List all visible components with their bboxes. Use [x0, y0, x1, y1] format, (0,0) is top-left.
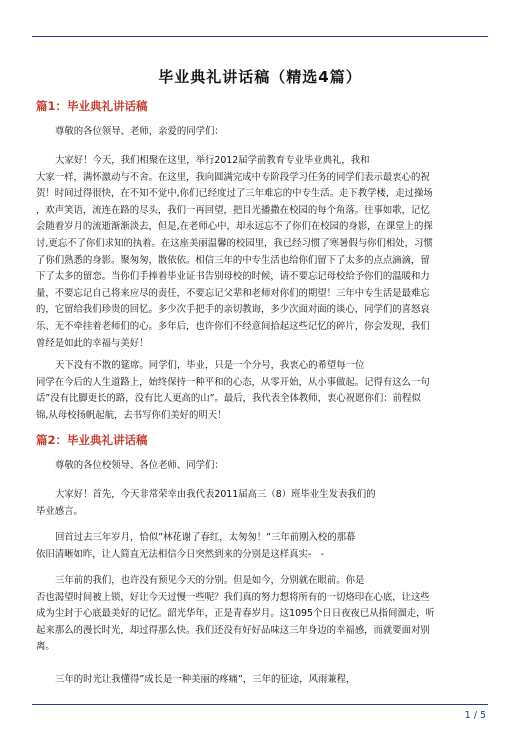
header-rule	[32, 36, 488, 37]
text-line: 乐、无不牵挂着老师们的心。多年后，也许你们不经意间拾起这些记忆的碎片，你会发现，我们	[36, 320, 430, 332]
text-line: 会随着岁月的流逝渐渐淡去，但是,在老师心中，却永远忘不了你们在校园的身影，在课堂上的探	[36, 221, 433, 233]
text-line: 三年前的我们，也许没有预见今天的分别。但是如今，分别就在眼前。你是	[55, 575, 365, 586]
text-line: 曾经是如此的幸福与美好！	[36, 337, 149, 349]
text-line: 尊敬的各位校领导、各位老师、同学们：	[55, 460, 224, 471]
text-line: 讨,更忘不了你们求知的执着。在这座美丽温馨的校园里，我已经习惯了寒暑假与你们相处，习惯	[36, 237, 433, 249]
paragraph	[36, 672, 484, 689]
paragraph	[36, 487, 484, 520]
paragraph	[36, 530, 484, 563]
text-line: 否也渴望时间被上锁，好让今天过慢一些呢？我们真的努力想将所有的一切烙印在心底，让这些	[36, 591, 430, 603]
page-indicator: 1 / 5	[464, 710, 486, 721]
text-line: 大家好！首先，今天非常荣幸由我代表2011届高三（8）班毕业生发表我们的	[55, 489, 376, 500]
footer-rule	[32, 704, 488, 705]
text-line: 同学在今后的人生道路上，始终保持一种平和的心态，从零开始，从小事做起。记得有这么一句	[36, 376, 430, 388]
text-line: 尊敬的各位领导、老师，亲爱的同学们：	[55, 126, 224, 137]
text-line: ，欢声笑语，流连在路的尽头，我们一再回望，把目光播撒在校园的每个角落。往事如歌，记忆	[36, 204, 430, 216]
text-line: 了你们熟悉的身影。聚匆匆，散依依。相信三年的中专生活也给你们留下了太多的点点滴滴，留	[36, 254, 430, 266]
paragraph	[36, 573, 484, 656]
text-line: 大家一样，满怀激动与不舍。在这里，我向圆满完成中专阶段学习任务的同学们表示最衷心的祝	[36, 171, 430, 183]
section-heading-1: 篇1：毕业典礼讲话稿	[36, 99, 148, 113]
paragraph	[36, 358, 484, 424]
text-line: 大家好！今天，我们相聚在这里，举行2012届学前教育专业毕业典礼，我和	[55, 155, 370, 166]
text-line: 量，不要忘记自己将来应尽的责任，不要忘记父辈和老师对你们的期望！三年中专生活是最难忘	[36, 287, 430, 299]
text-line: 三年的时光让我懂得”成长是一种美丽的疼痛”，三年的征途，风雨兼程，	[55, 674, 356, 685]
section-heading-2: 篇2：毕业典礼讲话稿	[36, 433, 148, 447]
text-line: 毕业感言。	[36, 505, 83, 517]
paragraph	[36, 458, 484, 475]
text-line: 成为尘封于心底最美好的记忆。韶光华年，正是青春岁月。这1095个日日夜夜已从指间溜走，听	[36, 608, 435, 620]
text-line: 离。	[36, 641, 55, 653]
text-line: 依旧清晰如昨，让人简直无法相信今日突然到来的分别是这样真实- -	[36, 548, 325, 560]
text-line: 起来那么的漫长时光，却过得那么快。我们还没有好好品味这三年身边的幸福感，而就要面对别	[36, 624, 430, 636]
text-line: 天下没有不散的筵席。同学们，毕业，只是一个分号，我衷心的希望每一位	[55, 360, 365, 371]
text-line: 锦,从母校扬帆起航，去书写你们美好的明天！	[36, 409, 227, 421]
text-line: 话”没有比脚更长的路，没有比人更高的山”。最后，我代表全体教师，衷心祝愿你们：前程似	[36, 393, 421, 405]
paragraph	[36, 153, 484, 352]
text-line: 下了太多的留恋。当你们手捧着毕业证书告别母校的时候，请不要忘记母校给予你们的温暖和力	[36, 271, 430, 283]
document-title: 毕业典礼讲话稿（精选4篇）	[158, 68, 362, 86]
text-line: 贺！时间过得很快，在不知不觉中,你们已经度过了三年难忘的中专生活。走下教学楼，走过操场	[36, 188, 433, 200]
paragraph	[36, 124, 484, 141]
text-line: 的，它留给我们珍贵的回忆。多少次手把手的亲切教诲，多少次面对面的谈心，同学们的喜怒哀	[36, 304, 430, 316]
text-line: 回首过去三年岁月，恰似”林花谢了春红，太匆匆！”三年前刚入校的那幕	[55, 532, 356, 543]
